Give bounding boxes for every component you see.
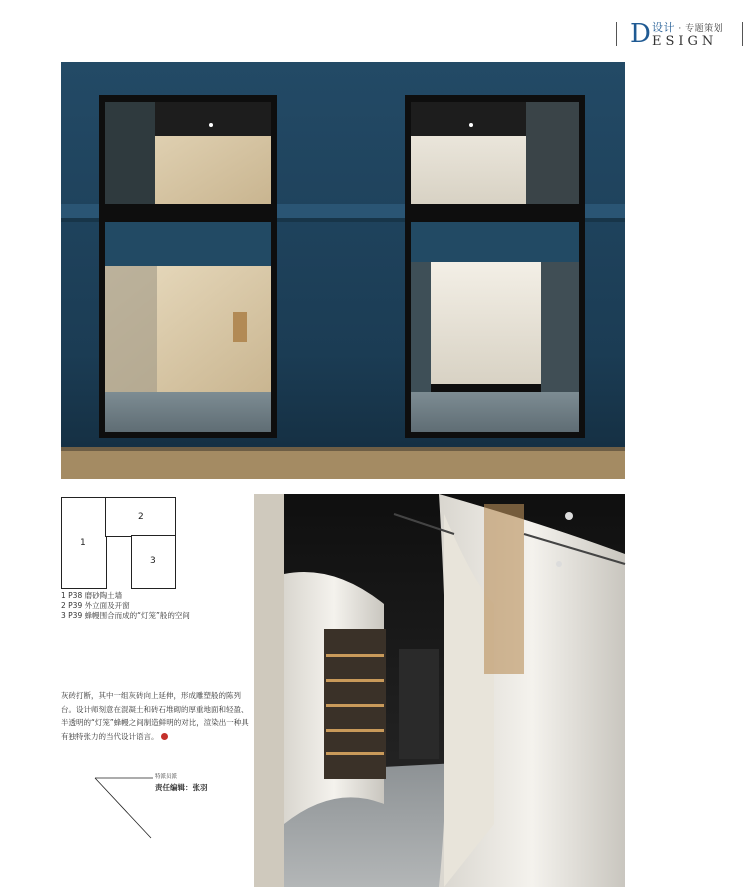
photo-lantern-image	[254, 494, 625, 887]
article-paragraph: 灰砖打断，其中一组灰砖向上延伸，形成雕塑般的陈列台。设计师刻意在混凝土和砖石堆砌的厚重地面和轻盈、半透明的“灯笼”蜂幔之间制造鲜明的对比，渲染出一种具有独特张力的当代设计语言。	[61, 691, 249, 741]
caption-item: 3 P39 蜂幔围合而成的“灯笼”般的空间	[61, 611, 190, 620]
diagram-label-2: 2	[138, 512, 144, 522]
header-section-cn: 设计 · 专题策划	[652, 21, 724, 34]
photo-facade-image	[61, 62, 625, 479]
end-mark-icon	[161, 733, 168, 740]
editor-credit	[93, 772, 253, 842]
header-section-title: 设计	[652, 21, 675, 34]
caption-item: 1 P38 磨砂陶土墙	[61, 591, 123, 600]
header-initial: D	[630, 19, 651, 49]
photo-lantern-space	[254, 494, 625, 887]
header-divider-left	[616, 22, 617, 46]
header-section-sub: 专题策划	[685, 24, 724, 34]
photo-facade	[61, 62, 625, 479]
diagram-label-3: 3	[150, 556, 156, 566]
article-body	[61, 689, 251, 743]
photo-layout-diagram	[61, 497, 176, 589]
photo-captions	[61, 591, 190, 621]
editor-label-small: 特派员派	[155, 774, 178, 780]
diagram-label-1: 1	[80, 538, 86, 548]
header-section-en: ESIGN	[652, 34, 718, 49]
editor-label: 责任编辑：张羽	[155, 783, 208, 792]
caption-item: 2 P39 外立面及开窗	[61, 601, 130, 610]
